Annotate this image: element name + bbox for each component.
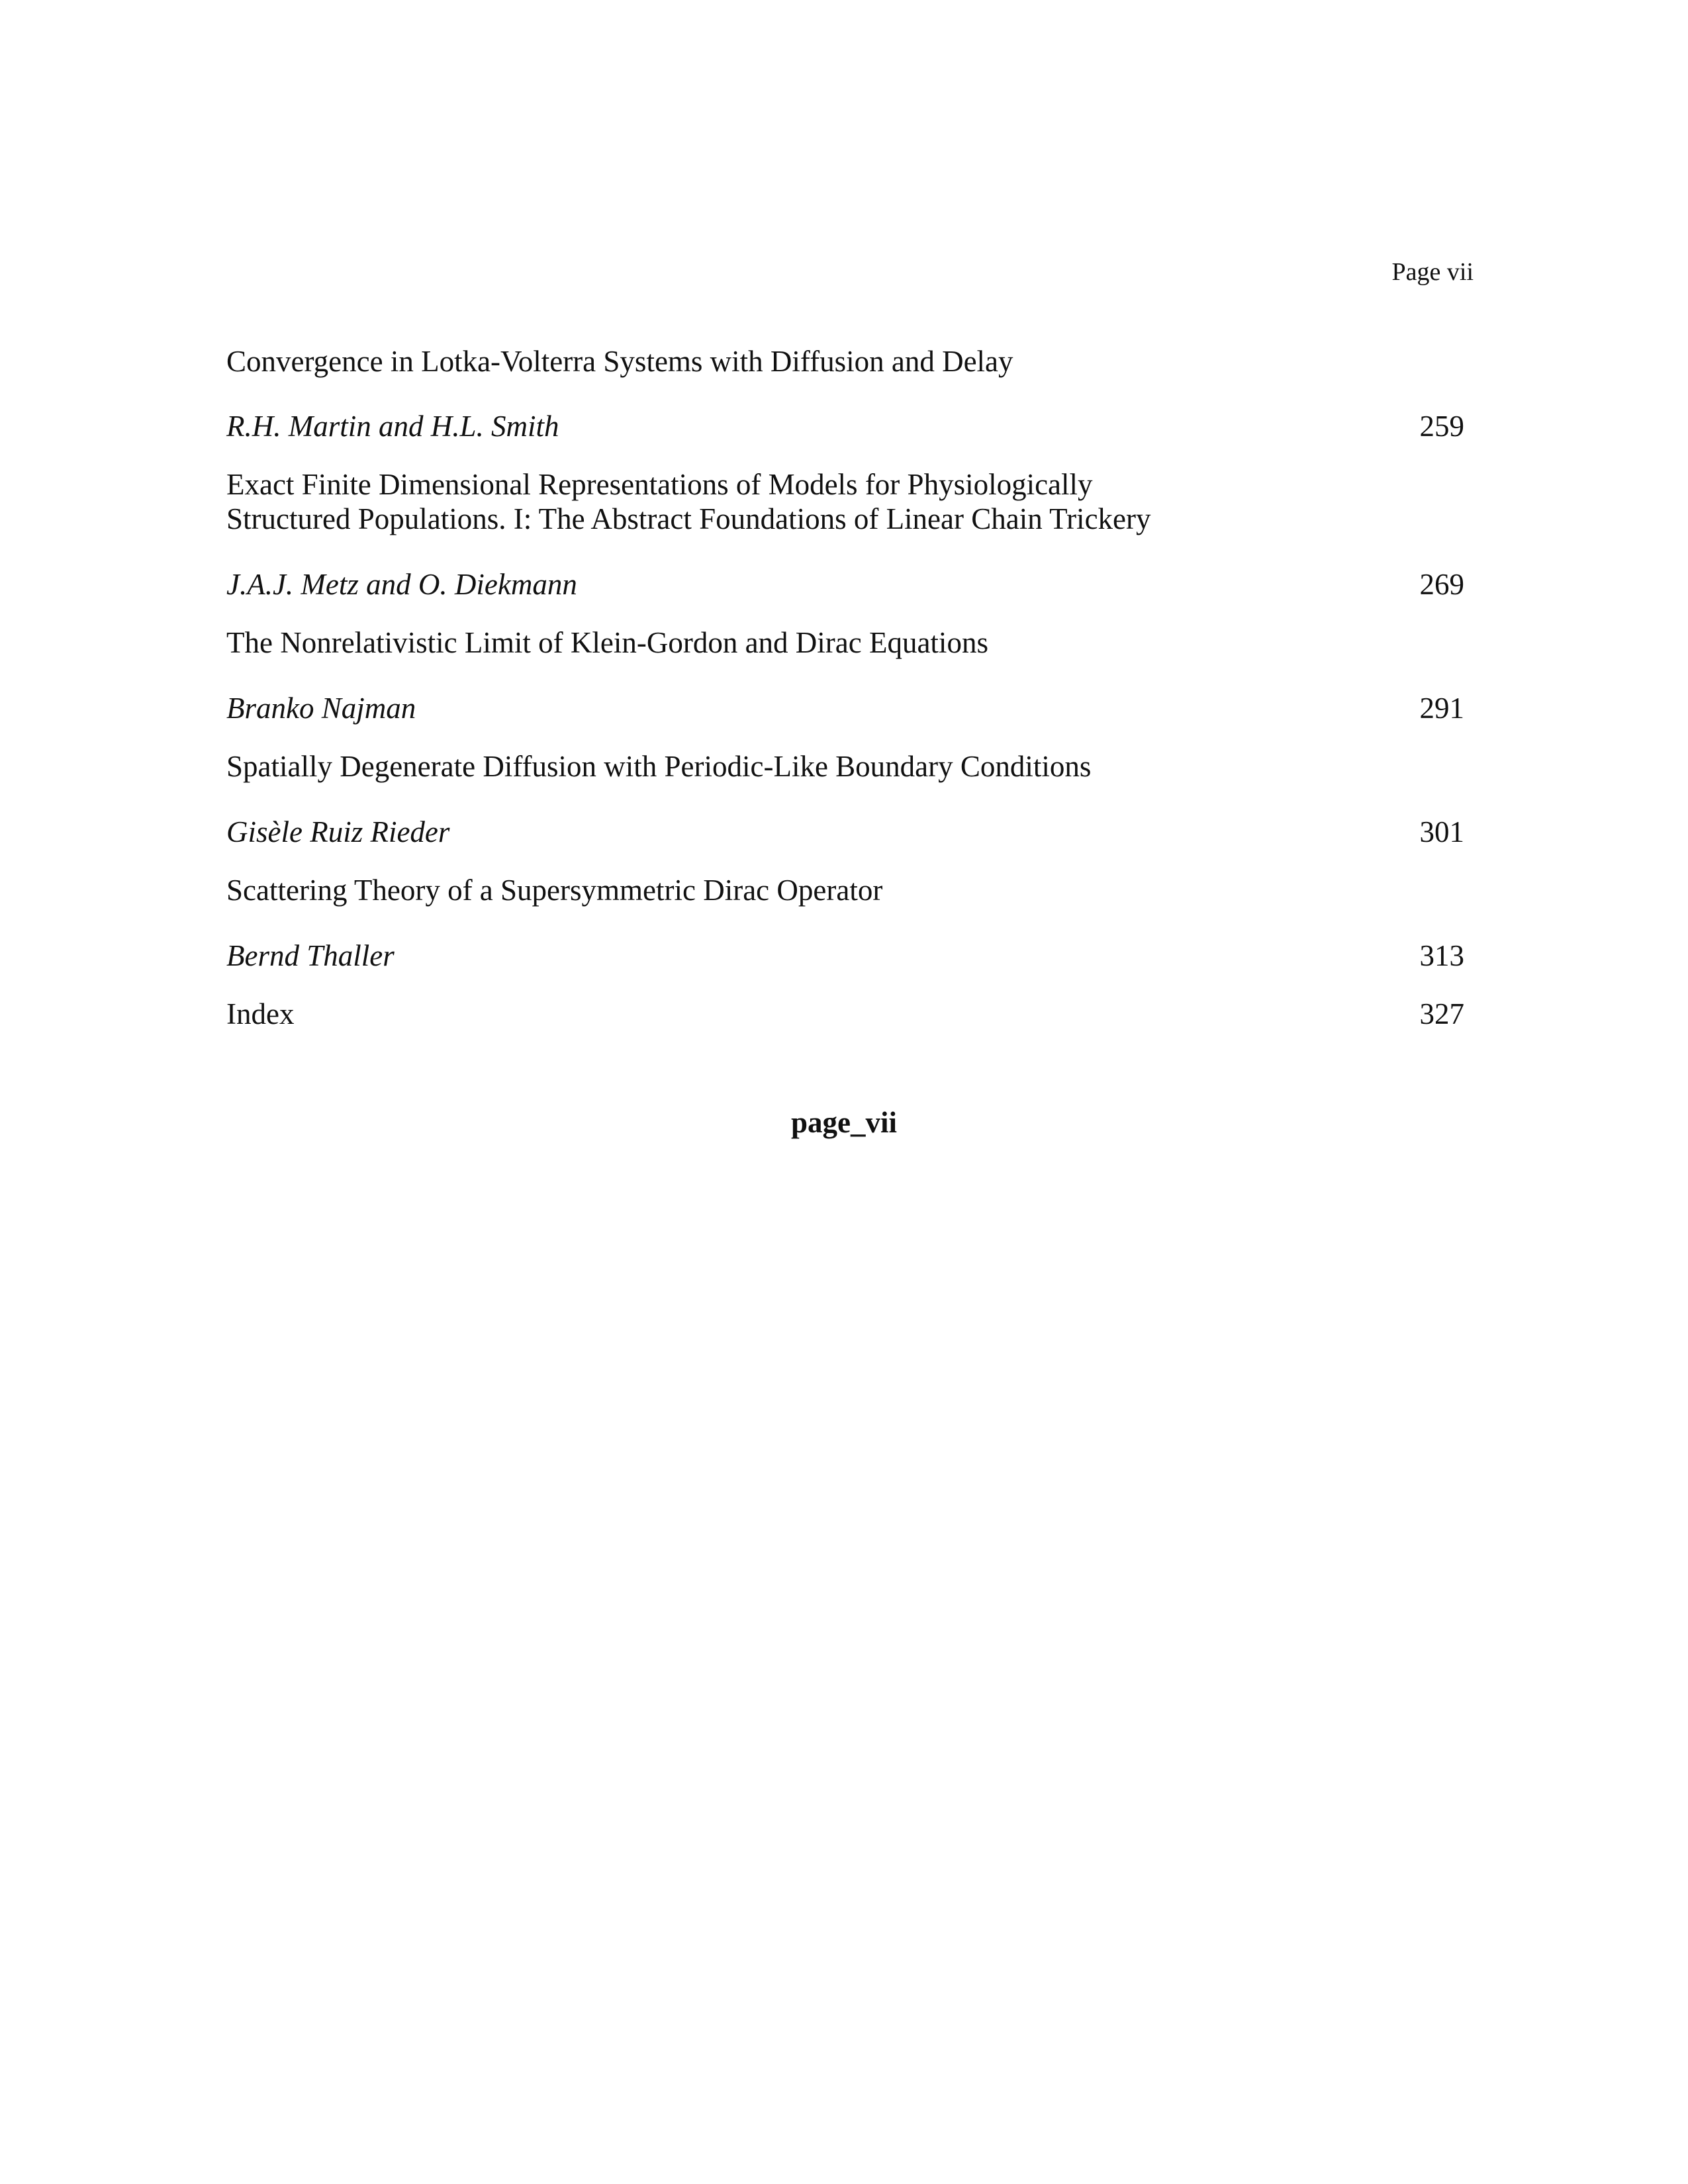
toc-entry-authors [226,938,1464,973]
toc-entry-title [226,344,1464,379]
page-footer-label: page_vii [790,1106,897,1139]
toc-entry-title [226,873,1464,907]
entry-title-line-1: Exact Finite Dimensional Representations of Models for Physiologically [226,468,1093,501]
entry-page-number: 301 [1419,815,1464,848]
toc-entry-title [226,625,1464,660]
entry-title: Convergence in Lotka-Volterra Systems with Diffusion and Delay [226,345,1013,378]
entry-authors: J.A.J. Metz and O. Diekmann [226,568,577,601]
toc-entry-authors [226,691,1464,725]
toc-entry-authors [226,815,1464,849]
toc-entry-title [226,467,1464,536]
entry-page-number: 291 [1419,692,1464,725]
entry-title: Scattering Theory of a Supersymmetric Dirac Operator [226,874,883,907]
entry-page-number: 259 [1419,410,1464,443]
entry-authors: Branko Najman [226,692,416,725]
entry-title: The Nonrelativistic Limit of Klein-Gordon and Dirac Equations [226,626,988,659]
entry-title-line-2: Structured Populations. I: The Abstract Foundations of Linear Chain Trickery [226,502,1151,535]
entry-title: Spatially Degenerate Diffusion with Periodic-Like Boundary Conditions [226,750,1092,783]
page-header-label: Page vii [1391,258,1474,286]
toc-index-line [226,997,1464,1031]
entry-authors: Bernd Thaller [226,939,395,972]
index-page-number: 327 [1419,997,1464,1030]
entry-page-number: 269 [1419,568,1464,601]
toc-entry-authors [226,567,1464,602]
entry-authors: R.H. Martin and H.L. Smith [226,410,559,443]
toc-entry-title [226,749,1464,784]
index-label: Index [226,997,295,1030]
toc-entry-authors [226,409,1464,443]
entry-page-number: 313 [1419,939,1464,972]
entry-authors: Gisèle Ruiz Rieder [226,815,450,848]
